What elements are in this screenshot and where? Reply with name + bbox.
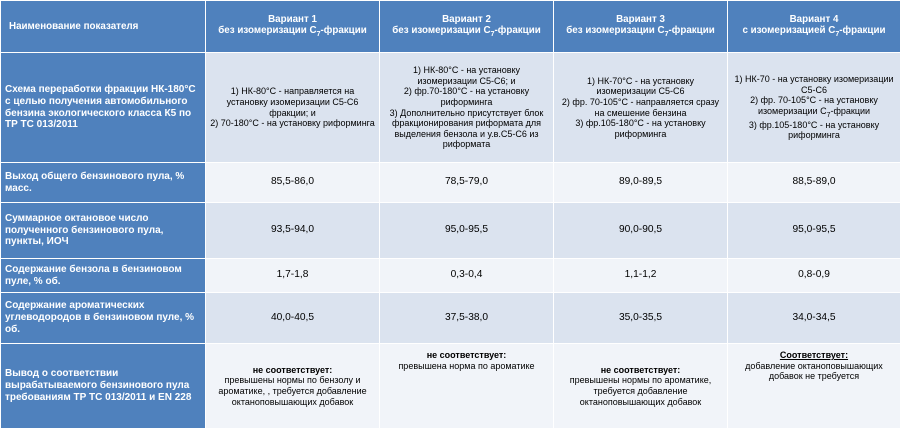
scheme-variant-4 bbox=[728, 53, 900, 163]
scheme-line: 2) фр. 70-105°С - на установку изомеризации $С_7$-фракции bbox=[732, 95, 896, 120]
table-row-scheme bbox=[1, 53, 900, 163]
aromatics-variant-1: 40,0-40,5 bbox=[206, 293, 380, 344]
conclusion-variant-2 bbox=[380, 344, 554, 429]
yield-variant-1: 85,5-86,0 bbox=[206, 163, 380, 203]
scheme-line: 1) НК-70 - на установку изомеризации С5-С6 bbox=[732, 74, 896, 95]
row-label-scheme: Схема переработки фракции НК-180°С с целью получения автомобильного бензина экологического класса К5 по ТР ТС 013/2011 bbox=[1, 53, 206, 163]
scheme-variant-3 bbox=[554, 53, 728, 163]
scheme-line: 1) НК-80°С - на установку изомеризации С5-С6; и bbox=[384, 65, 549, 86]
variant-desc: без изомеризации $C_7$-фракции bbox=[210, 25, 375, 39]
header-variant-2 bbox=[380, 1, 554, 53]
conclusion-text: превышены нормы по бензолу и ароматике, , требуется добавление октаноповышающих добавок bbox=[218, 375, 366, 406]
scheme-line: 2) 70-180°С - на установку риформинга bbox=[210, 118, 375, 129]
row-label-aromatics: Содержание ароматических углеводородов в бензиновом пуле, % об. bbox=[1, 293, 206, 344]
variant-desc: без изомеризации $C_7$-фракции bbox=[558, 25, 723, 39]
aromatics-variant-2: 37,5-38,0 bbox=[380, 293, 554, 344]
row-label-octane: Суммарное октановое число полученного бензинового пула, пункты, ИОЧ bbox=[1, 203, 206, 259]
scheme-variant-2 bbox=[380, 53, 554, 163]
scheme-line: 1) НК-80°С - направляется на установку изомеризации С5-С6 фракции; и bbox=[210, 86, 375, 118]
variant-title: Вариант 4 bbox=[732, 14, 896, 26]
conclusion-text: добавление октаноповышающих добавок не требуется bbox=[745, 361, 883, 382]
header-variant-1 bbox=[206, 1, 380, 53]
variant-desc: с изомеризацией $C_7$-фракции bbox=[732, 25, 896, 39]
yield-variant-2: 78,5-79,0 bbox=[380, 163, 554, 203]
conclusion-variant-1 bbox=[206, 344, 380, 429]
conclusion-status: не соответствует: bbox=[210, 365, 375, 376]
table-row-conclusion bbox=[1, 344, 900, 429]
header-variant-3 bbox=[554, 1, 728, 53]
header-variant-4 bbox=[728, 1, 900, 53]
octane-variant-1: 93,5-94,0 bbox=[206, 203, 380, 259]
scheme-line: 2) фр.70-180°С - на установку риформинга bbox=[384, 86, 549, 107]
conclusion-status: не соответствует: bbox=[558, 365, 723, 376]
benzene-variant-4: 0,8-0,9 bbox=[728, 259, 900, 293]
variant-title: Вариант 1 bbox=[210, 14, 375, 26]
scheme-line: 3) Дополнительно присутствует блок фракционирования риформата для выделения бензола и у.в.С5-С6 из риформата bbox=[384, 108, 549, 150]
table-row-yield bbox=[1, 163, 900, 203]
octane-variant-3: 90,0-90,5 bbox=[554, 203, 728, 259]
aromatics-variant-4: 34,0-34,5 bbox=[728, 293, 900, 344]
scheme-line: 1) НК-70°С - на установку изомеризации С5-С6 bbox=[558, 76, 723, 97]
conclusion-variant-3 bbox=[554, 344, 728, 429]
conclusion-variant-4 bbox=[728, 344, 900, 429]
yield-variant-4: 88,5-89,0 bbox=[728, 163, 900, 203]
octane-variant-2: 95,0-95,5 bbox=[380, 203, 554, 259]
variant-title: Вариант 3 bbox=[558, 14, 723, 26]
scheme-variant-1 bbox=[206, 53, 380, 163]
table-row-benzene bbox=[1, 259, 900, 293]
header-row bbox=[1, 1, 900, 53]
conclusion-text: превышены нормы по ароматике, требуется добавление октаноповышающих добавок bbox=[570, 375, 712, 406]
aromatics-variant-3: 35,0-35,5 bbox=[554, 293, 728, 344]
yield-variant-3: 89,0-89,5 bbox=[554, 163, 728, 203]
scheme-line: 3) фр.105-180°С - на установку риформинга bbox=[558, 118, 723, 139]
variant-desc: без изомеризации $C_7$-фракции bbox=[384, 25, 549, 39]
header-indicator-name: Наименование показателя bbox=[1, 1, 206, 53]
row-label-yield: Выход общего бензинового пула, % масс. bbox=[1, 163, 206, 203]
row-label-conclusion: Вывод о соответствии вырабатываемого бензинового пула требованиям ТР ТС 013/2011 и EN 228 bbox=[1, 344, 206, 429]
benzene-variant-3: 1,1-1,2 bbox=[554, 259, 728, 293]
variant-title: Вариант 2 bbox=[384, 14, 549, 26]
scheme-line: 3) фр.105-180°С - на установку риформинга bbox=[732, 120, 896, 141]
table-row-octane bbox=[1, 203, 900, 259]
conclusion-status: не соответствует: bbox=[384, 350, 549, 361]
octane-variant-4: 95,0-95,5 bbox=[728, 203, 900, 259]
table-row-aromatics bbox=[1, 293, 900, 344]
row-label-benzene: Содержание бензола в бензиновом пуле, % об. bbox=[1, 259, 206, 293]
conclusion-status: Соответствует: bbox=[732, 350, 896, 361]
scheme-line: 2) фр. 70-105°С - направляется сразу на смешение бензина bbox=[558, 97, 723, 118]
benzene-variant-2: 0,3-0,4 bbox=[380, 259, 554, 293]
benzene-variant-1: 1,7-1,8 bbox=[206, 259, 380, 293]
conclusion-text: превышена норма по ароматике bbox=[398, 361, 534, 371]
